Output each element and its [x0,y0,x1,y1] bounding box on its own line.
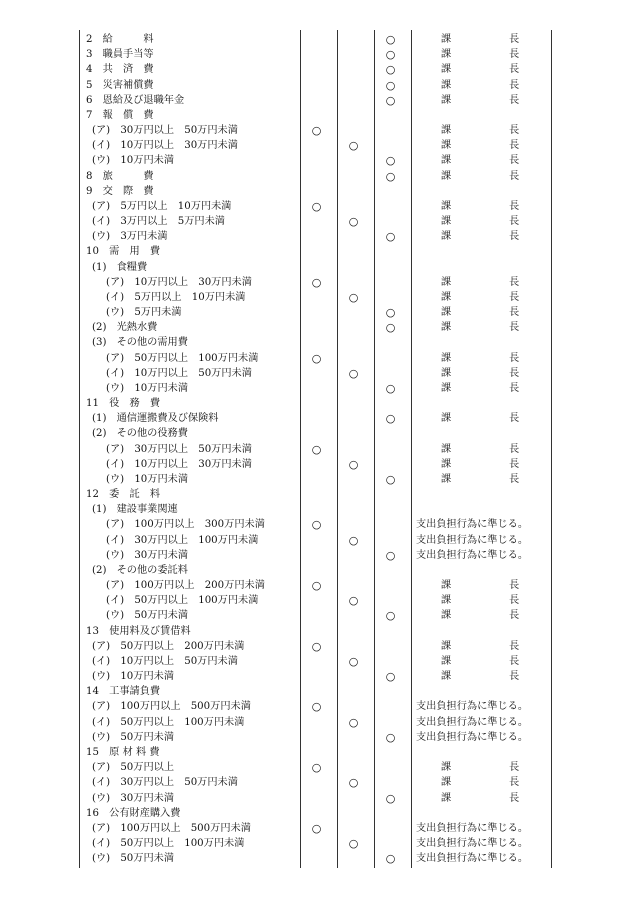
expense-item-label: (ア) 10万円以上 30万円未満 [106,276,252,288]
expense-item-label: (ウ) 10万円未満 [92,671,175,683]
table-row [0,715,630,730]
authority-note: 支出負担行為に準じる。 [416,549,529,561]
authority-cell: 課 [441,170,452,182]
expense-item-label: (1) 食糧費 [92,261,148,273]
authority-cell: 課 [441,79,452,91]
table-row [0,108,630,123]
approval-mark: ○ [311,821,322,835]
approval-mark: ○ [385,730,396,744]
table-row [0,335,630,350]
expense-item-label: (ア) 30万円以上 50万円未満 [106,443,252,455]
authority-cell: 課 [441,125,452,137]
approval-mark: ○ [385,63,396,77]
authority-note: 支出負担行為に準じる。 [416,731,529,743]
approval-mark: ○ [311,639,322,653]
expense-item-label: (ウ) 10万円未満 [92,155,175,167]
table-row [0,593,630,608]
expense-item-label: 4 共 済 費 [86,64,154,76]
table-row [0,305,630,320]
authority-cell: 長 [509,595,520,607]
table-row [0,472,630,487]
expense-item-label: (ア) 50万円以上 100万円未満 [106,352,259,364]
approval-mark: ○ [348,533,359,547]
authority-note: 支出負担行為に準じる。 [416,853,529,865]
authority-cell: 課 [441,610,452,622]
authority-cell: 課 [441,200,452,212]
authority-cell: 長 [509,792,520,804]
table-row [0,533,630,548]
expense-item-label: 8 旅 費 [86,170,154,182]
approval-mark: ○ [311,579,322,593]
table-row [0,654,630,669]
table-row [0,730,630,745]
authority-note: 支出負担行為に準じる。 [416,716,529,728]
expense-item-label: (ウ) 3万円未満 [92,231,168,243]
approval-mark: ○ [385,791,396,805]
authority-cell: 課 [441,580,452,592]
approval-mark: ○ [385,169,396,183]
expense-item-label: (3) その他の需用費 [92,337,188,349]
table-row [0,184,630,199]
approval-mark: ○ [311,442,322,456]
authority-cell: 長 [509,34,520,45]
authority-cell: 長 [509,231,520,243]
approval-mark: ○ [385,306,396,320]
approval-mark: ○ [311,700,322,714]
table-row [0,669,630,684]
authority-cell: 長 [509,64,520,76]
authority-cell: 課 [441,382,452,394]
authority-cell: 長 [509,443,520,455]
approval-mark: ○ [385,472,396,486]
expense-item-label: (イ) 30万円以上 50万円未満 [92,777,238,789]
expense-item-label: (イ) 30万円以上 100万円未満 [106,534,259,546]
expense-item-label: (2) その他の役務費 [92,428,188,440]
approval-mark: ○ [385,33,396,46]
approval-mark: ○ [385,381,396,395]
table-row [0,563,630,578]
table-row [0,244,630,259]
authority-cell: 長 [509,200,520,212]
expense-item-label: 5 災害補償費 [86,79,154,91]
table-row [0,396,630,411]
table-row [0,608,630,623]
expense-item-label: 6 恩給及び退職年金 [86,94,185,106]
authority-cell: 長 [509,367,520,379]
table-row [0,699,630,714]
authority-cell: 長 [509,140,520,152]
table-row [0,381,630,396]
authority-cell: 課 [441,762,452,774]
approval-mark: ○ [385,48,396,62]
authority-cell: 課 [441,443,452,455]
table-row [0,320,630,335]
expense-item-label: (ア) 100万円以上 500万円未満 [92,701,251,713]
authority-cell: 長 [509,291,520,303]
authority-cell: 課 [441,49,452,61]
authority-cell: 課 [441,367,452,379]
table-row [0,806,630,821]
table-row [0,760,630,775]
approval-mark: ○ [311,199,322,213]
approval-mark: ○ [385,609,396,623]
authority-note: 支出負担行為に準じる。 [416,519,529,531]
approval-mark: ○ [348,139,359,153]
table-row [0,775,630,790]
table-row [0,821,630,836]
expense-item-label: (イ) 10万円以上 50万円未満 [106,367,252,379]
expense-item-label: (イ) 3万円以上 5万円未満 [92,216,225,228]
authority-cell: 課 [441,322,452,334]
authority-cell: 課 [441,94,452,106]
authority-cell: 長 [509,473,520,485]
expense-item-label: (ウ) 50万円未満 [92,853,175,865]
authority-cell: 長 [509,307,520,319]
authority-cell: 長 [509,762,520,774]
table-row [0,517,630,532]
authority-cell: 課 [441,777,452,789]
authority-cell: 長 [509,610,520,622]
approval-mark: ○ [385,321,396,335]
approval-mark: ○ [311,761,322,775]
authority-cell: 課 [441,291,452,303]
table-row [0,366,630,381]
approval-mark: ○ [311,275,322,289]
authority-cell: 長 [509,276,520,288]
approval-mark: ○ [385,230,396,244]
expense-item-label: 14 工事請負費 [86,686,161,698]
authority-cell: 長 [509,155,520,167]
approval-mark: ○ [311,124,322,138]
authority-note: 支出負担行為に準じる。 [416,838,529,849]
approval-mark: ○ [348,715,359,729]
approval-mark: ○ [385,548,396,562]
expense-item-label: 10 需 用 費 [86,246,161,258]
approval-mark: ○ [311,351,322,365]
expense-item-label: (イ) 10万円以上 50万円未満 [92,655,238,667]
table-row [0,138,630,153]
approval-mark: ○ [385,78,396,92]
table-row [0,791,630,806]
expense-item-label: (ウ) 5万円未満 [106,307,182,319]
table-row [0,487,630,502]
table-row [0,169,630,184]
authority-note: 支出負担行為に準じる。 [416,701,529,713]
expense-item-label: (イ) 5万円以上 10万円未満 [106,291,246,303]
authority-cell: 長 [509,49,520,61]
expense-item-label: (ウ) 10万円未満 [106,382,189,394]
authority-cell: 課 [441,155,452,167]
approval-mark: ○ [348,776,359,790]
authority-cell: 長 [509,640,520,652]
authority-cell: 課 [441,792,452,804]
authority-cell: 長 [509,382,520,394]
table-row [0,351,630,366]
expense-item-label: (イ) 50万円以上 100万円未満 [92,716,245,728]
authority-cell: 課 [441,231,452,243]
approval-mark: ○ [348,457,359,471]
authority-cell: 長 [509,94,520,106]
expense-item-label: (ア) 100万円以上 500万円未満 [92,822,251,834]
approval-mark: ○ [385,154,396,168]
table-row [0,578,630,593]
approval-mark: ○ [348,215,359,229]
authority-cell: 長 [509,777,520,789]
approval-mark: ○ [348,654,359,668]
authority-cell: 課 [441,216,452,228]
authority-cell: 長 [509,79,520,91]
table-row [0,457,630,472]
approval-mark: ○ [385,670,396,684]
expense-item-label: 9 交 際 費 [86,185,154,197]
approval-mark: ○ [385,93,396,107]
expense-item-label: (1) 建設事業関連 [92,504,178,516]
table-row [0,442,630,457]
expense-item-label: (イ) 50万円以上 100万円未満 [92,838,245,849]
authority-cell: 課 [441,640,452,652]
authority-cell: 課 [441,34,452,45]
expense-item-label: (ア) 30万円以上 50万円未満 [92,125,238,137]
expense-item-label: 16 公有財産購入費 [86,807,181,819]
authority-cell: 課 [441,458,452,470]
approval-mark: ○ [348,366,359,380]
authority-cell: 課 [441,671,452,683]
table-row [0,62,630,77]
expense-item-label: 12 委 託 料 [86,489,161,501]
expense-item-label: (イ) 10万円以上 30万円未満 [106,458,252,470]
expense-item-label: (イ) 10万円以上 30万円未満 [92,140,238,152]
approval-mark: ○ [311,518,322,532]
expense-item-label: 11 役 務 費 [86,398,161,410]
table-row [0,78,630,93]
table-row [0,275,630,290]
table-row [0,411,630,426]
expense-item-label: (2) その他の委託料 [92,564,188,576]
authority-cell: 課 [441,473,452,485]
authority-note: 支出負担行為に準じる。 [416,822,529,834]
expense-item-label: (ア) 100万円以上 200万円未満 [106,580,265,592]
expense-item-label: (ア) 50万円以上 [92,762,175,774]
approval-mark: ○ [385,852,396,866]
authority-cell: 長 [509,125,520,137]
approval-mark: ○ [385,412,396,426]
authority-cell: 長 [509,170,520,182]
table-row [0,123,630,138]
table-row [0,47,630,62]
expense-item-label: 13 使用料及び賃借料 [86,625,191,637]
expense-item-label: (ア) 5万円以上 10万円未満 [92,200,232,212]
authority-cell: 長 [509,216,520,228]
table-row [0,290,630,305]
table-row [0,229,630,244]
expense-item-label: 15 原 材 料 費 [86,746,160,758]
table-row [0,153,630,168]
table-row [0,624,630,639]
expense-item-label: (ウ) 30万円未満 [92,792,175,804]
expense-item-label: (ウ) 30万円未満 [106,549,189,561]
table-row [0,502,630,517]
approval-mark: ○ [348,837,359,850]
authority-cell: 長 [509,352,520,364]
authority-cell: 課 [441,64,452,76]
authority-cell: 長 [509,458,520,470]
table-row [0,260,630,275]
expense-item-label: (ウ) 50万円未満 [106,610,189,622]
table-row [0,214,630,229]
table-row [0,684,630,699]
table-row [0,426,630,441]
expense-item-label: (ア) 50万円以上 200万円未満 [92,640,245,652]
table-row [0,851,630,866]
approval-mark: ○ [348,594,359,608]
authority-cell: 課 [441,352,452,364]
expense-item-label: (ア) 100万円以上 300万円未満 [106,519,265,531]
authority-cell: 長 [509,671,520,683]
table-row [0,836,630,851]
expense-item-label: (1) 通信運搬費及び保険料 [92,413,219,425]
authority-cell: 課 [441,413,452,425]
expense-item-label: 3 職員手当等 [86,49,154,61]
approval-mark: ○ [348,290,359,304]
authority-cell: 長 [509,580,520,592]
table-row [0,639,630,654]
authority-cell: 長 [509,322,520,334]
authority-cell: 課 [441,276,452,288]
authority-cell: 課 [441,140,452,152]
authority-cell: 長 [509,655,520,667]
authority-cell: 課 [441,307,452,319]
expense-item-label: (イ) 50万円以上 100万円未満 [106,595,259,607]
authority-note: 支出負担行為に準じる。 [416,534,529,546]
expense-item-label: (ウ) 50万円未満 [92,731,175,743]
table-row [0,199,630,214]
table-row [0,32,630,47]
table-row [0,745,630,760]
authority-cell: 長 [509,413,520,425]
expense-item-label: (ウ) 10万円未満 [106,473,189,485]
expense-item-label: 7 報 償 費 [86,109,154,121]
expense-item-label: (2) 光熱水費 [92,322,158,334]
authority-cell: 課 [441,595,452,607]
authority-cell: 課 [441,655,452,667]
table-row [0,548,630,563]
expense-item-label: 2 給 料 [86,34,154,45]
table-row [0,93,630,108]
